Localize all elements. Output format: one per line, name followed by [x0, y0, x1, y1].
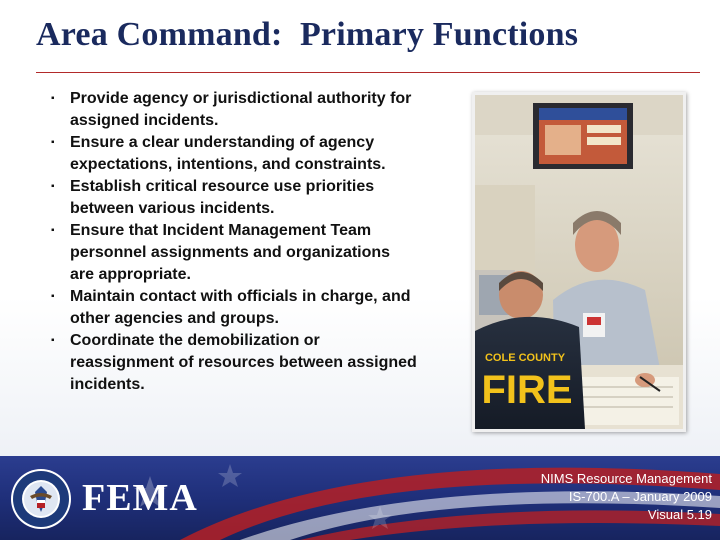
bullet-text-line: are appropriate.	[70, 266, 191, 283]
course-title: NIMS Resource Management	[540, 471, 712, 486]
bullet-text-line: expectations, intentions, and constraints.	[70, 156, 386, 173]
bullet-item	[48, 132, 468, 176]
bullet-item	[48, 88, 468, 132]
shirt-text-bottom: FIRE	[481, 368, 573, 412]
bullet-text-line: reassignment of resources between assigned	[70, 354, 417, 371]
bullet-text-line: Maintain contact with officials in charge, and	[70, 288, 411, 305]
bullet-text-line: Establish critical resource use priorities	[70, 178, 375, 195]
bullet-text-line: Ensure that Incident Management Team	[70, 222, 372, 239]
visual-number: Visual 5.19	[647, 507, 712, 522]
bullet-marker: ▪	[51, 93, 55, 104]
bullet-item	[48, 286, 468, 330]
dhs-seal-icon	[10, 468, 72, 530]
bullet-text-line: Coordinate the demobilization or	[70, 332, 320, 349]
fema-logo: FEMA	[82, 477, 198, 519]
bullet-text-line: between various incidents.	[70, 200, 275, 217]
bullet-marker: ▪	[51, 335, 55, 346]
footer-banner	[0, 456, 720, 540]
bullet-item	[48, 330, 468, 396]
course-code-date: IS-700.A – January 2009	[568, 489, 712, 504]
bullet-text-line: assigned incidents.	[70, 112, 219, 129]
bullet-text-line: incidents.	[70, 376, 145, 393]
title-divider	[36, 72, 700, 73]
bullet-marker: ▪	[51, 181, 55, 192]
course-info	[452, 470, 712, 524]
photo-illustration	[475, 95, 683, 429]
bullet-text-line: Provide agency or jurisdictional authority for	[70, 90, 412, 107]
bullet-marker: ▪	[51, 225, 55, 236]
bullet-text-line: personnel assignments and organizations	[70, 244, 391, 261]
bullet-item	[48, 176, 468, 220]
bullet-text-line: other agencies and groups.	[70, 310, 279, 327]
bullet-item	[48, 220, 468, 286]
bullet-marker: ▪	[51, 291, 55, 302]
shirt-text-top: COLE COUNTY	[484, 352, 566, 364]
photo-incident-command-post	[472, 92, 686, 432]
slide-title: Area Command: Primary Functions	[36, 16, 579, 53]
bullet-marker: ▪	[51, 137, 55, 148]
bullet-text-line: Ensure a clear understanding of agency	[70, 134, 375, 151]
bullet-list	[48, 88, 468, 396]
